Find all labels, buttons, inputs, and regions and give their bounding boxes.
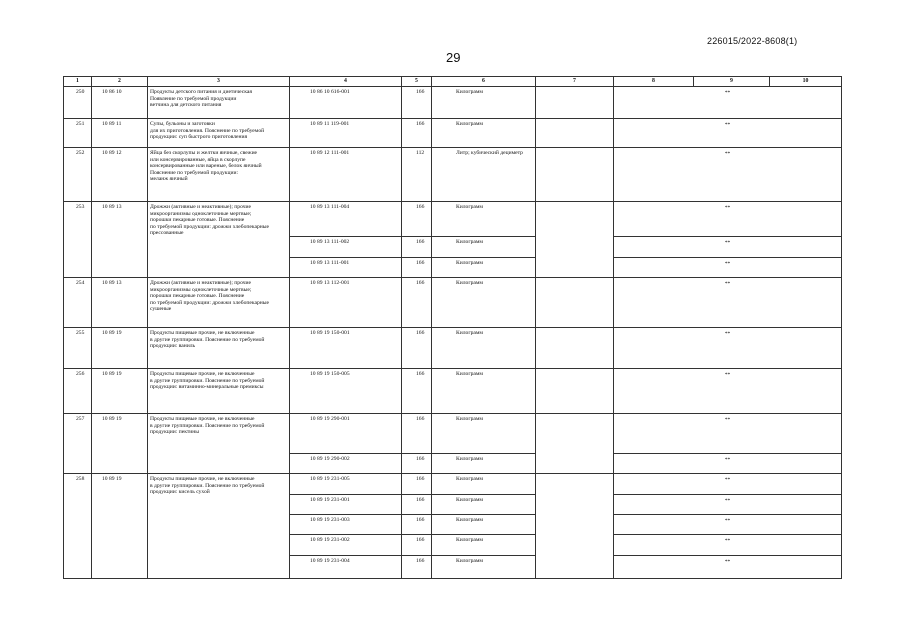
row-number-cell: 254 <box>64 278 92 328</box>
status-cell: ** <box>614 414 842 454</box>
okei-code-cell: 166 <box>402 535 432 556</box>
row-number-cell: 252 <box>64 148 92 202</box>
product-name-cell: Супы, бульоны и заготовки для их приготовления. Пояснение по требуемой продукции: суп быстрого приготовления <box>148 119 290 148</box>
column-header: 6 <box>432 77 536 87</box>
product-name-cell: Продукты пищевые прочие, не включенные в другие группировки. Пояснение по требуемой продукции: пектины <box>148 414 290 474</box>
page-number: 29 <box>446 50 461 65</box>
product-code-cell: 10 89 19 290-002 <box>290 454 402 474</box>
product-code-cell: 10 89 19 150-001 <box>290 328 402 369</box>
unit-cell: Килограмм <box>432 515 536 535</box>
table-row <box>64 369 842 414</box>
status-cell: ** <box>614 535 842 556</box>
table-header-row <box>64 77 842 87</box>
okpd-code-cell: 10 89 11 <box>92 119 148 148</box>
empty-cell <box>536 414 614 474</box>
status-cell: ** <box>614 454 842 474</box>
empty-cell <box>536 202 614 278</box>
column-header: 8 <box>614 77 694 87</box>
unit-cell: Килограмм <box>432 535 536 556</box>
okpd-code-cell: 10 89 19 <box>92 414 148 474</box>
okei-code-cell: 112 <box>402 148 432 202</box>
product-name-cell: Яйца без скорлупы и желтки яичные, свежие или консервированные, яйца в скорлупе консервированные или вареные, белок яичный Пояснение по требуемой продукции: меланж яичный <box>148 148 290 202</box>
unit-cell: Килограмм <box>432 369 536 414</box>
product-code-cell: 10 89 19 231-001 <box>290 495 402 515</box>
okei-code-cell: 166 <box>402 328 432 369</box>
table-row <box>64 148 842 202</box>
document-number: 226015/2022-8608(1) <box>707 36 798 46</box>
empty-cell <box>536 278 614 328</box>
okpd-code-cell: 10 89 19 <box>92 369 148 414</box>
product-code-cell: 10 89 19 290-001 <box>290 414 402 454</box>
product-name-cell: Продукты пищевые прочие, не включенные в другие группировки. Пояснение по требуемой продукции: ваниль <box>148 328 290 369</box>
unit-cell: Килограмм <box>432 414 536 454</box>
table-row <box>64 474 842 495</box>
okei-code-cell: 166 <box>402 515 432 535</box>
okei-code-cell: 166 <box>402 258 432 278</box>
product-code-cell: 10 89 11 119-001 <box>290 119 402 148</box>
product-code-cell: 10 89 13 111-002 <box>290 237 402 258</box>
okei-code-cell: 166 <box>402 474 432 495</box>
product-code-cell: 10 89 13 112-001 <box>290 278 402 328</box>
status-cell: ** <box>614 495 842 515</box>
okei-code-cell: 166 <box>402 414 432 454</box>
unit-cell: Килограмм <box>432 328 536 369</box>
product-code-cell: 10 89 19 150-005 <box>290 369 402 414</box>
status-cell: ** <box>614 328 842 369</box>
unit-cell: Килограмм <box>432 474 536 495</box>
unit-cell: Килограмм <box>432 556 536 579</box>
empty-cell <box>536 369 614 414</box>
column-header: 1 <box>64 77 92 87</box>
empty-cell <box>536 328 614 369</box>
column-header: 4 <box>290 77 402 87</box>
product-code-cell: 10 89 12 111-001 <box>290 148 402 202</box>
product-code-cell: 10 86 10 616-001 <box>290 87 402 119</box>
table-row <box>64 87 842 119</box>
product-code-cell: 10 89 13 111-001 <box>290 258 402 278</box>
status-cell: ** <box>614 515 842 535</box>
status-cell: ** <box>614 237 842 258</box>
row-number-cell: 251 <box>64 119 92 148</box>
product-name-cell: Дрожжи (активные и неактивные); прочие микроорганизмы одноклеточные мертвые; порошки пекарные готовые. Пояснение по требуемой продукции: дрожжи хлебопекарные прессованные <box>148 202 290 278</box>
product-code-cell: 10 89 19 231-004 <box>290 556 402 579</box>
okei-code-cell: 166 <box>402 237 432 258</box>
column-header: 7 <box>536 77 614 87</box>
okpd-code-cell: 10 86 10 <box>92 87 148 119</box>
column-header: 9 <box>694 77 770 87</box>
product-name-cell: Продукты пищевые прочие, не включенные в другие группировки. Пояснение по требуемой продукции: витаминно-минеральные премиксы <box>148 369 290 414</box>
table-row <box>64 328 842 369</box>
unit-cell: Килограмм <box>432 119 536 148</box>
status-cell: ** <box>614 148 842 202</box>
okei-code-cell: 166 <box>402 202 432 237</box>
row-number-cell: 257 <box>64 414 92 474</box>
row-number-cell: 253 <box>64 202 92 278</box>
column-header: 10 <box>770 77 842 87</box>
product-name-cell: Продукты детского питания и диетическая Появление по требуемой продукции ветчина для детского питания <box>148 87 290 119</box>
okei-code-cell: 166 <box>402 495 432 515</box>
table-row <box>64 119 842 148</box>
status-cell: ** <box>614 87 842 119</box>
empty-cell <box>536 119 614 148</box>
okpd-code-cell: 10 89 13 <box>92 202 148 278</box>
unit-cell: Килограмм <box>432 258 536 278</box>
product-code-cell: 10 89 13 111-004 <box>290 202 402 237</box>
empty-cell <box>536 87 614 119</box>
okei-code-cell: 166 <box>402 278 432 328</box>
row-number-cell: 255 <box>64 328 92 369</box>
unit-cell: Килограмм <box>432 202 536 237</box>
okpd-code-cell: 10 89 19 <box>92 328 148 369</box>
status-cell: ** <box>614 119 842 148</box>
okpd-code-cell: 10 89 19 <box>92 474 148 579</box>
status-cell: ** <box>614 278 842 328</box>
unit-cell: Килограмм <box>432 454 536 474</box>
status-cell: ** <box>614 556 842 579</box>
okpd-code-cell: 10 89 12 <box>92 148 148 202</box>
unit-cell: Килограмм <box>432 237 536 258</box>
table-row <box>64 414 842 454</box>
column-header: 5 <box>402 77 432 87</box>
product-code-cell: 10 89 19 231-002 <box>290 535 402 556</box>
unit-cell: Литр; кубический дециметр <box>432 148 536 202</box>
okei-code-cell: 166 <box>402 556 432 579</box>
okei-code-cell: 166 <box>402 119 432 148</box>
okei-code-cell: 166 <box>402 87 432 119</box>
status-cell: ** <box>614 474 842 495</box>
product-name-cell: Дрожжи (активные и неактивные); прочие микроорганизмы одноклеточные мертвые; порошки пекарные готовые. Пояснение по требуемой продукции: дрожжи хлебопекарные сушеные <box>148 278 290 328</box>
status-cell: ** <box>614 369 842 414</box>
unit-cell: Килограмм <box>432 278 536 328</box>
row-number-cell: 256 <box>64 369 92 414</box>
row-number-cell: 250 <box>64 87 92 119</box>
column-header: 2 <box>92 77 148 87</box>
okei-code-cell: 166 <box>402 369 432 414</box>
empty-cell <box>536 148 614 202</box>
status-cell: ** <box>614 258 842 278</box>
table-row <box>64 278 842 328</box>
row-number-cell: 258 <box>64 474 92 579</box>
okpd-code-cell: 10 89 13 <box>92 278 148 328</box>
column-header: 3 <box>148 77 290 87</box>
status-cell: ** <box>614 202 842 237</box>
data-table <box>63 76 842 579</box>
product-name-cell: Продукты пищевые прочие, не включенные в другие группировки. Пояснение по требуемой продукции: кисель сухой <box>148 474 290 579</box>
product-code-cell: 10 89 19 231-005 <box>290 474 402 495</box>
okei-code-cell: 166 <box>402 454 432 474</box>
empty-cell <box>536 474 614 579</box>
product-code-cell: 10 89 19 231-003 <box>290 515 402 535</box>
table-row <box>64 202 842 237</box>
unit-cell: Килограмм <box>432 87 536 119</box>
unit-cell: Килограмм <box>432 495 536 515</box>
